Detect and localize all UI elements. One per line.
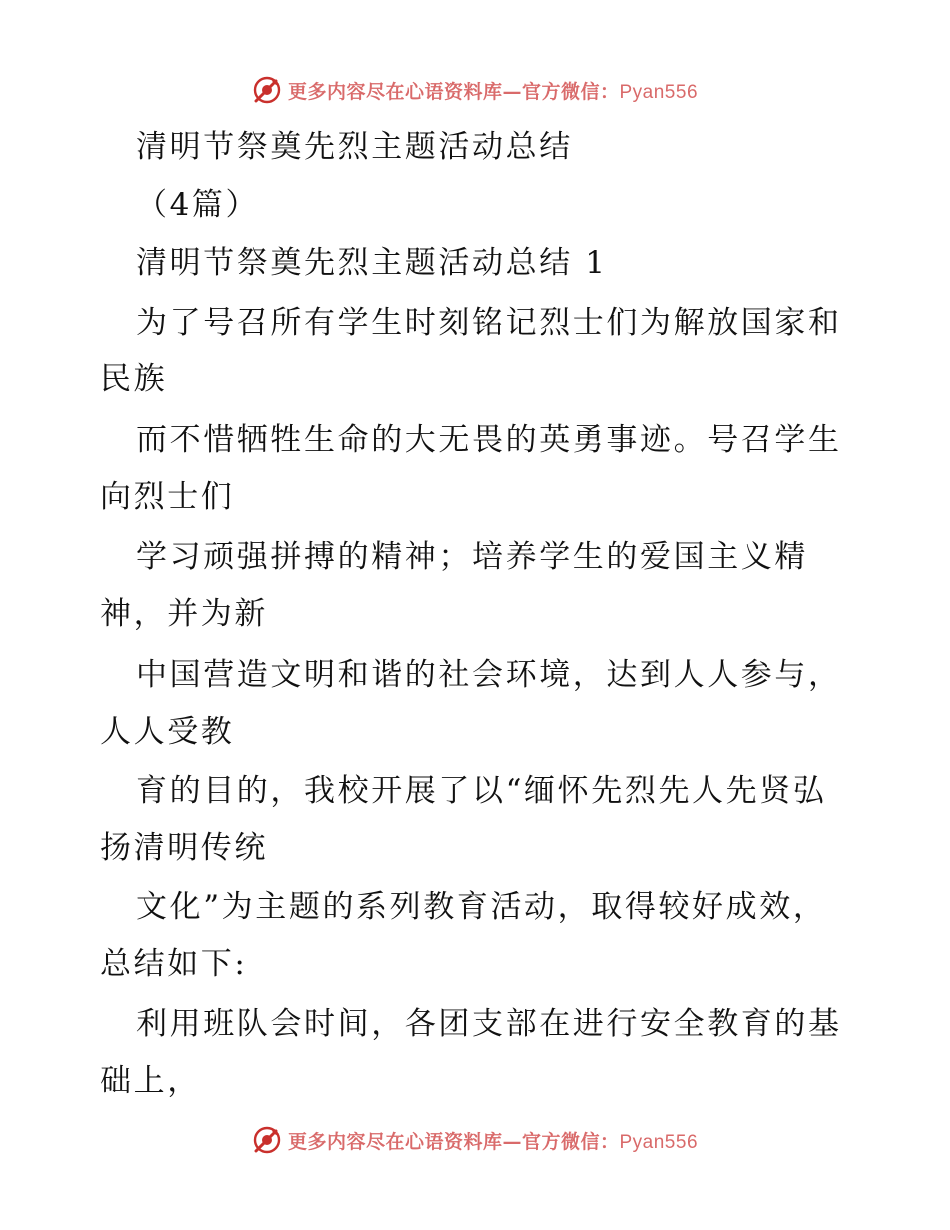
paragraph-line: 利用班队会时间，各团支部在进行安全教育的基 bbox=[136, 1006, 842, 1042]
paragraph-line: 础上， bbox=[100, 1063, 201, 1099]
section-heading: 清明节祭奠先烈主题活动总结 1 bbox=[136, 245, 608, 281]
header-watermark bbox=[0, 70, 950, 110]
paragraph-line: 向烈士们 bbox=[100, 479, 235, 515]
paragraph-line: 育的目的，我校开展了以“缅怀先烈先人先贤弘 bbox=[136, 773, 827, 809]
document-subtitle: （4篇） bbox=[136, 187, 260, 223]
watermark-text: 更多内容尽在心语资料库—官方微信：Pyan556 bbox=[287, 80, 699, 103]
brand-logo-icon bbox=[252, 75, 282, 105]
paragraph-line: 为了号召所有学生时刻铭记烈士们为解放国家和 bbox=[136, 305, 842, 341]
document-title: 清明节祭奠先烈主题活动总结 bbox=[136, 129, 573, 165]
paragraph-line: 而不惜牺牲生命的大无畏的英勇事迹。号召学生 bbox=[136, 422, 842, 458]
footer-watermark bbox=[0, 1120, 950, 1160]
paragraph-line: 人人受教 bbox=[100, 714, 235, 750]
paragraph-line: 神，并为新 bbox=[100, 596, 268, 632]
brand-logo-icon bbox=[252, 1125, 282, 1155]
paragraph-line: 文化”为主题的系列教育活动，取得较好成效， bbox=[136, 889, 827, 925]
watermark-account: Pyan556 bbox=[619, 1131, 699, 1153]
paragraph-line: 中国营造文明和谐的社会环境，达到人人参与， bbox=[136, 657, 842, 693]
watermark-text: 更多内容尽在心语资料库—官方微信：Pyan556 bbox=[287, 1130, 699, 1153]
paragraph-line: 扬清明传统 bbox=[100, 830, 268, 866]
paragraph-line: 总结如下: bbox=[100, 946, 248, 982]
paragraph-line: 学习顽强拼搏的精神；培养学生的爱国主义精 bbox=[136, 539, 808, 575]
watermark-account: Pyan556 bbox=[619, 81, 699, 103]
paragraph-line: 民族 bbox=[100, 361, 168, 397]
